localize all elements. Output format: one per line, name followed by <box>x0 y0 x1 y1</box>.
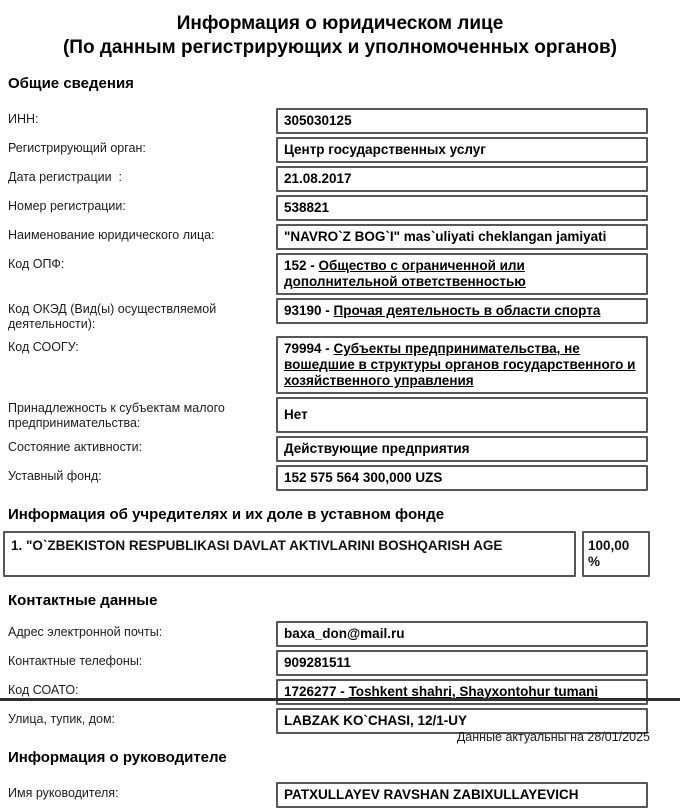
field-value-email: baxa_don@mail.ru <box>276 621 648 647</box>
field-row-opf-code <box>8 253 648 295</box>
page-title-line2: (По данным регистрирующих и уполномоченных органов) <box>62 36 617 58</box>
field-label-soato-code: Код СОАТО: <box>8 682 79 697</box>
section-heading-director: Информация о руководителе <box>8 748 227 766</box>
field-value-director-name: PATXULLAYEV RAVSHAN ZABIXULLAYEVICH <box>276 782 648 808</box>
field-row-inn <box>8 108 648 134</box>
field-label-director-name: Имя руководителя: <box>8 785 119 800</box>
field-value-small-business: Нет <box>276 397 648 433</box>
soogu-code-number: 79994 - <box>284 340 334 356</box>
field-label-email: Адрес электронной почты: <box>8 624 163 639</box>
field-row-small-business <box>8 397 648 433</box>
field-label-oked-code: Код ОКЭД (Вид(ы) осуществляемой деятельности): <box>8 301 217 332</box>
opf-code-link[interactable]: Общество с ограниченной или дополнительной ответственностью <box>284 257 526 289</box>
field-label-activity-status: Состояние активности: <box>8 439 143 454</box>
field-row-activity-status <box>8 436 648 462</box>
page-title <box>10 12 670 60</box>
soato-code-number: 1726277 - <box>284 683 349 699</box>
field-value-charter-fund: 152 575 564 300,000 UZS <box>276 465 648 491</box>
director-fields <box>8 782 648 808</box>
field-row-email <box>8 621 648 647</box>
field-value-activity-status: Действующие предприятия <box>276 436 648 462</box>
field-value-reg-number: 538821 <box>276 195 648 221</box>
field-value-oked-code <box>276 298 648 324</box>
field-row-entity-name <box>8 224 648 250</box>
founder-name: 1. "O`ZBEKISTON RESPUBLIKASI DAVLAT AKTIVLARINI BOSHQARISH AGE <box>3 531 576 577</box>
opf-code-number: 152 - <box>284 257 319 273</box>
field-value-opf-code <box>276 253 648 295</box>
field-row-soogu-code <box>8 336 648 394</box>
field-label-small-business: Принадлежность к субъектам малого предпринимательства: <box>8 400 225 431</box>
field-value-entity-name: "NAVRO`Z BOG`I" mas`uliyati cheklangan jamiyati <box>276 224 648 250</box>
data-actuality-note: Данные актуальны на 28/01/2025 <box>456 730 650 744</box>
field-label-opf-code: Код ОПФ: <box>8 256 65 271</box>
field-label-entity-name: Наименование юридического лица: <box>8 227 215 242</box>
field-value-inn: 305030125 <box>276 108 648 134</box>
field-value-phones: 909281511 <box>276 650 648 676</box>
field-label-charter-fund: Уставный фонд: <box>8 468 102 483</box>
founder-row <box>3 531 650 577</box>
section-heading-founders: Информация об учредителях и их доле в уставном фонде <box>8 505 445 523</box>
field-row-director-name <box>8 782 648 808</box>
founder-share: 100,00 % <box>582 531 650 577</box>
contact-fields <box>8 621 648 734</box>
bottom-divider <box>0 698 680 701</box>
field-row-phones <box>8 650 648 676</box>
field-row-reg-authority <box>8 137 648 163</box>
field-label-reg-number: Номер регистрации: <box>8 198 126 213</box>
field-value-reg-authority: Центр государственных услуг <box>276 137 648 163</box>
field-label-reg-date: Дата регистрации : <box>8 169 123 184</box>
field-row-charter-fund <box>8 465 648 491</box>
field-label-phones: Контактные телефоны: <box>8 653 143 668</box>
section-heading-contacts: Контактные данные <box>8 591 158 609</box>
field-label-reg-authority: Регистрирующий орган: <box>8 140 146 155</box>
field-label-inn: ИНН: <box>8 111 39 126</box>
general-fields <box>8 108 648 491</box>
field-value-soogu-code <box>276 336 648 394</box>
field-label-street: Улица, тупик, дом: <box>8 711 116 726</box>
page-title-line1: Информация о юридическом лице <box>176 13 504 34</box>
field-value-street: LABZAK KO`CHASI, 12/1-UY <box>276 708 648 734</box>
oked-code-number: 93190 - <box>284 302 334 318</box>
field-row-reg-date <box>8 166 648 192</box>
field-row-reg-number <box>8 195 648 221</box>
field-value-reg-date: 21.08.2017 <box>276 166 648 192</box>
section-heading-general: Общие сведения <box>8 74 134 92</box>
soogu-code-link[interactable]: Субъекты предпринимательства, не вошедшие в структуры органов государственного и хозяйственного управления <box>284 340 636 388</box>
field-row-oked-code <box>8 298 648 333</box>
field-label-soogu-code: Код СООГУ: <box>8 339 79 354</box>
soato-code-link[interactable]: Toshkent shahri, Shayxontohur tumani <box>348 683 599 699</box>
legal-entity-report <box>0 12 680 802</box>
oked-code-link[interactable]: Прочая деятельность в области спорта <box>333 302 601 318</box>
